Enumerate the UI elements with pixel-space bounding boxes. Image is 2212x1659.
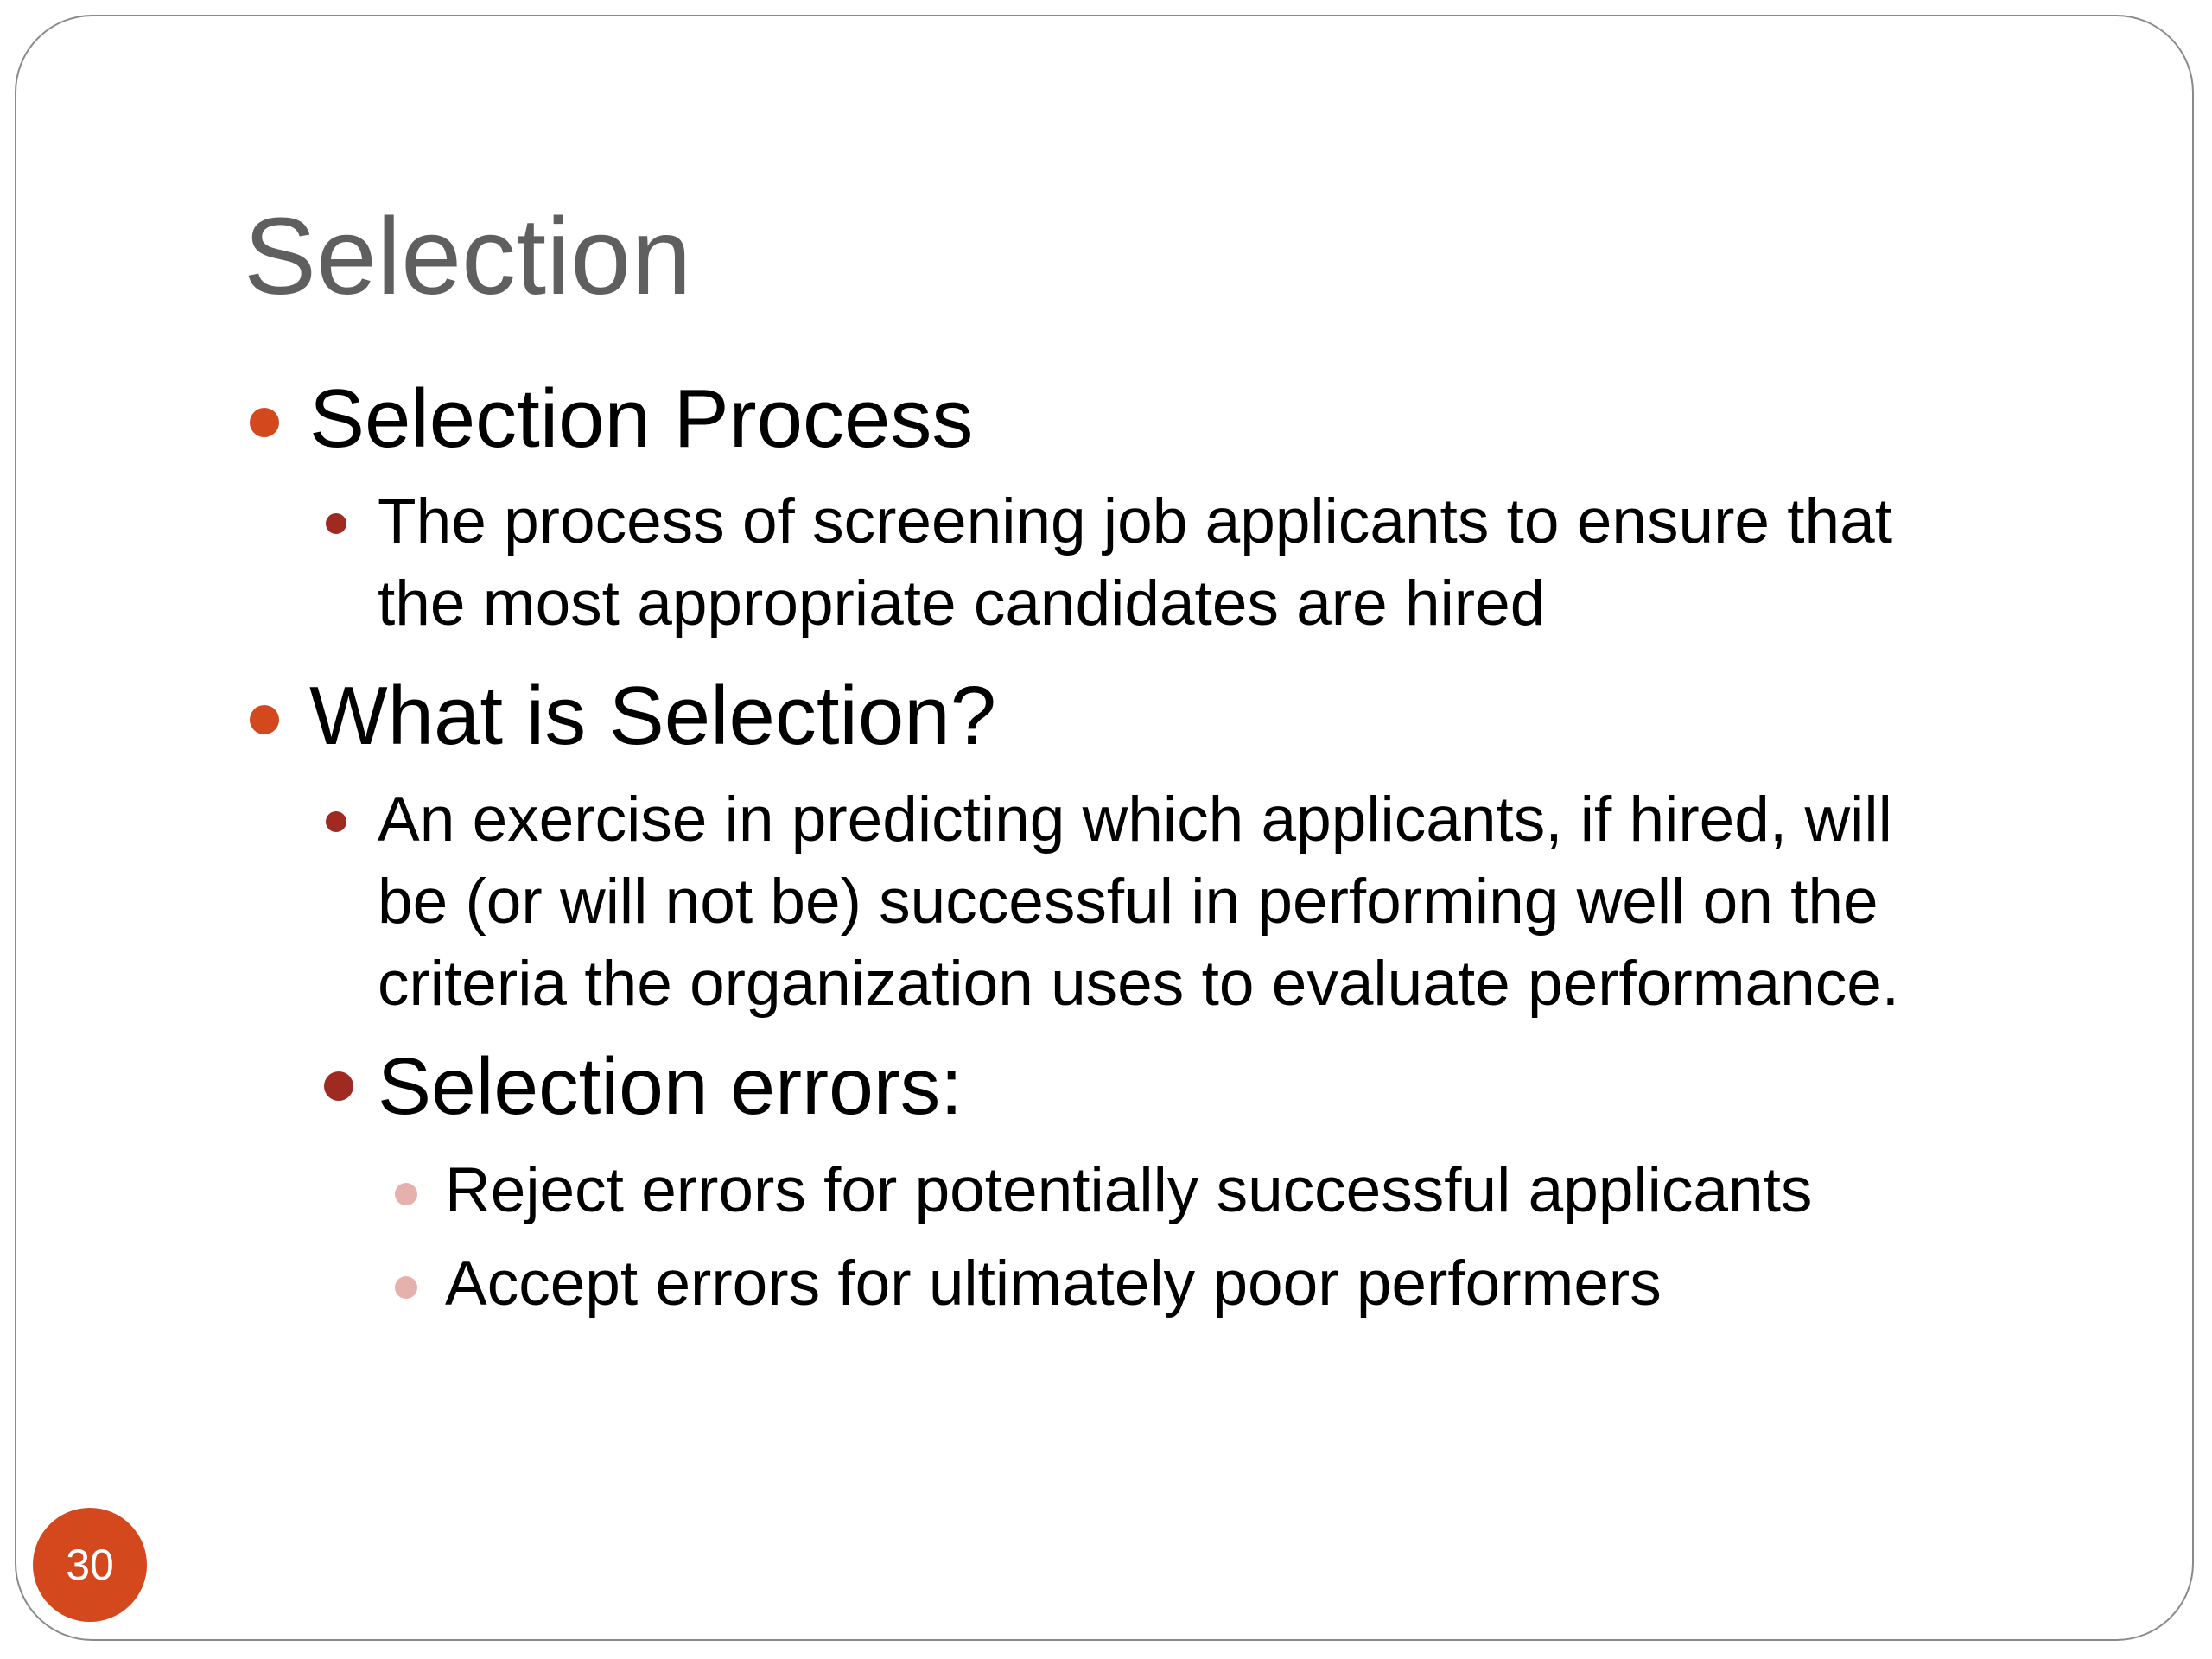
bullet-exercise-line-1: An exercise in predicting which applicants, if hired, will <box>378 785 1892 855</box>
level1-bullet-icon <box>250 705 279 734</box>
bullet-exercise-line-3: criteria the organization uses to evaluate performance. <box>378 949 1900 1019</box>
level2-bullet-icon <box>324 1071 353 1101</box>
level3-bullet-icon <box>395 1183 417 1205</box>
bullet-selection-process: Selection Process <box>309 372 974 465</box>
bullet-exercise-line-2: be (or will not be) successful in performing well on the <box>378 867 1878 937</box>
level2-bullet-icon <box>326 811 346 832</box>
bullet-process-definition-line-2: the most appropriate candidates are hired <box>378 569 1546 639</box>
bullet-what-is-selection: What is Selection? <box>309 670 997 762</box>
level1-bullet-icon <box>250 408 279 437</box>
bullet-reject-errors: Reject errors for potentially successful applicants <box>445 1155 1813 1225</box>
page-number-badge: 30 <box>33 1508 147 1622</box>
slide-title: Selection <box>244 195 692 317</box>
level3-bullet-icon <box>395 1276 417 1299</box>
bullet-selection-errors: Selection errors: <box>378 1041 963 1131</box>
bullet-process-definition-line-1: The process of screening job applicants to ensure that <box>378 486 1893 556</box>
level2-bullet-icon <box>326 513 346 534</box>
bullet-accept-errors: Accept errors for ultimately poor performers <box>445 1249 1662 1319</box>
